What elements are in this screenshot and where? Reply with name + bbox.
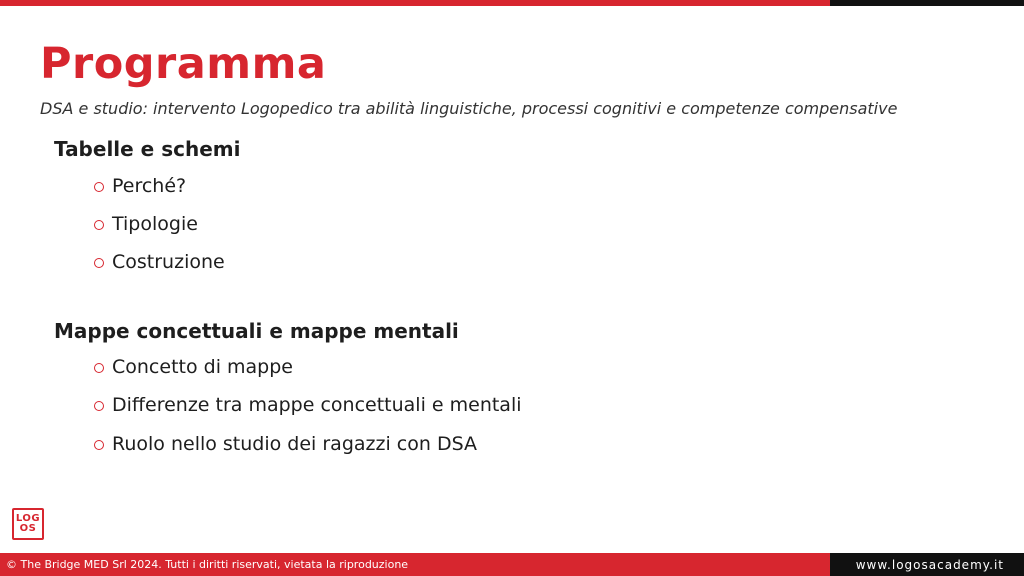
list-item-label: Perché? bbox=[112, 175, 187, 197]
circle-bullet-icon bbox=[94, 258, 104, 268]
list-item-label: Concetto di mappe bbox=[112, 356, 293, 378]
footer-copyright-bar bbox=[0, 553, 830, 576]
circle-bullet-icon bbox=[94, 440, 104, 450]
logo-line-2: OS bbox=[19, 523, 37, 534]
circle-bullet-icon bbox=[94, 363, 104, 373]
list-item bbox=[94, 391, 522, 419]
list-item bbox=[94, 172, 186, 200]
footer-website-bar bbox=[830, 553, 1024, 576]
top-dark-bar bbox=[830, 0, 1024, 6]
logo-line-1: LOG bbox=[15, 513, 41, 524]
footer-copyright: © The Bridge MED Srl 2024. Tutti i diritti riservati, vietata la riproduzione bbox=[6, 558, 409, 571]
circle-bullet-icon bbox=[94, 220, 104, 230]
list-item-label: Ruolo nello studio dei ragazzi con DSA bbox=[112, 433, 477, 455]
slide-subtitle: DSA e studio: intervento Logopedico tra abilità linguistiche, processi cognitivi e competenze compensative bbox=[40, 99, 898, 118]
top-accent-bar bbox=[0, 0, 830, 6]
circle-bullet-icon bbox=[94, 401, 104, 411]
logos-logo bbox=[12, 508, 44, 540]
list-item bbox=[94, 210, 198, 238]
footer-website: www.logosacademy.it bbox=[855, 557, 1004, 572]
list-item bbox=[94, 430, 477, 458]
list-item-label: Tipologie bbox=[112, 213, 198, 235]
list-item bbox=[94, 353, 293, 381]
circle-bullet-icon bbox=[94, 182, 104, 192]
list-item-label: Costruzione bbox=[112, 251, 225, 273]
list-item-label: Differenze tra mappe concettuali e mentali bbox=[112, 394, 522, 416]
list-item bbox=[94, 248, 225, 276]
slide-title: Programma bbox=[40, 39, 327, 89]
section-heading-mappe: Mappe concettuali e mappe mentali bbox=[54, 319, 459, 343]
section-heading-tabelle: Tabelle e schemi bbox=[54, 137, 241, 161]
